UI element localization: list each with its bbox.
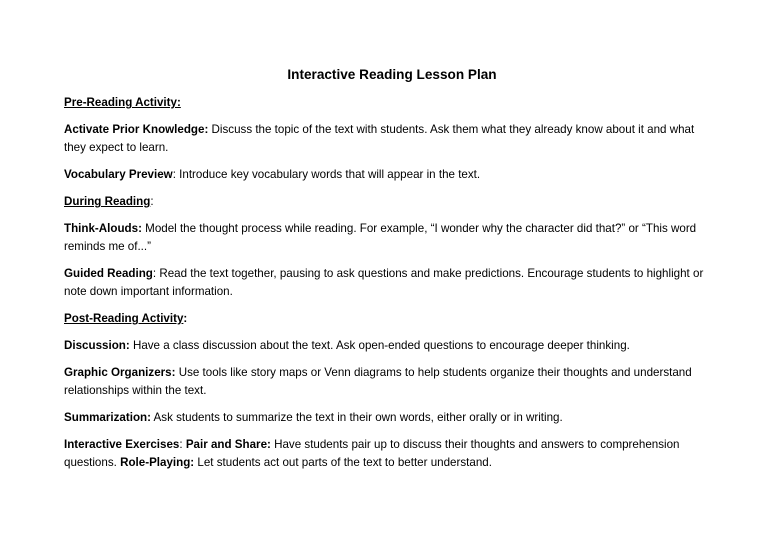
document-page — [64, 66, 712, 481]
term-text: Discuss the topic of the text with students. Ask them what they already know about it and what they expect to learn. — [64, 123, 695, 154]
term-text: Ask students to summarize the text in their own words, either orally or in writing. — [150, 411, 563, 424]
term-separator: : — [179, 438, 186, 451]
document-title: Interactive Reading Lesson Plan — [287, 67, 497, 82]
section-heading-text: During Reading — [64, 195, 151, 208]
term-text: Model the thought process while reading. For example, “I wonder why the character did that?” or “This word reminds me of...” — [64, 222, 697, 253]
paragraph-think-alouds — [64, 220, 712, 256]
section-heading-suffix: : — [150, 195, 154, 208]
paragraph-graphic-organizers — [64, 364, 712, 400]
term-label: Graphic Organizers: — [64, 366, 176, 379]
term-text: Have a class discussion about the text. Ask open-ended questions to encourage deeper thinking. — [129, 339, 630, 352]
paragraph-discussion — [64, 337, 712, 355]
section-heading-during-reading — [64, 193, 712, 211]
paragraph-interactive-exercises — [64, 436, 712, 472]
term-text: : Introduce key vocabulary words that will appear in the text. — [172, 168, 481, 181]
paragraph-activate-prior-knowledge — [64, 121, 712, 157]
term-label: Interactive Exercises — [64, 438, 180, 451]
section-heading-text: Pre-Reading Activity: — [64, 96, 181, 109]
term-label: Discussion: — [64, 339, 130, 352]
term-label: Summarization: — [64, 411, 151, 424]
paragraph-vocabulary-preview — [64, 166, 712, 184]
term-text-pair-and-share: Have students pair up to discuss their thoughts and answers to comprehension questions. — [64, 438, 680, 469]
section-heading-suffix: : — [183, 312, 188, 325]
term-label-pair-and-share: Pair and Share: — [185, 438, 271, 451]
term-text: Use tools like story maps or Venn diagrams to help students organize their thoughts and understand relationships within the text. — [64, 366, 692, 397]
section-heading-post-reading — [64, 310, 712, 328]
section-heading-text: Post-Reading Activity — [64, 312, 184, 325]
term-label: Activate Prior Knowledge: — [64, 123, 209, 136]
term-label: Vocabulary Preview — [64, 168, 173, 181]
term-text: : Read the text together, pausing to ask questions and make predictions. Encourage students to highlight or note down important information. — [64, 267, 704, 298]
section-heading-pre-reading — [64, 94, 712, 112]
term-label-role-playing: Role-Playing: — [120, 456, 195, 469]
paragraph-guided-reading — [64, 265, 712, 301]
paragraph-summarization — [64, 409, 712, 427]
term-text-role-playing: Let students act out parts of the text to better understand. — [194, 456, 492, 469]
term-label: Guided Reading — [64, 267, 153, 280]
term-label: Think-Alouds: — [64, 222, 142, 235]
